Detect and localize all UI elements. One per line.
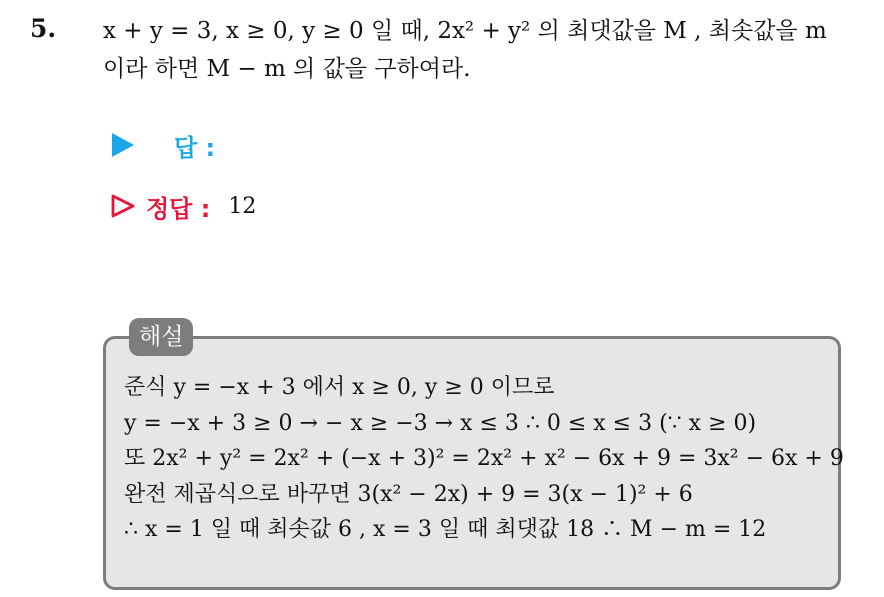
correct-answer-value: 12: [228, 193, 257, 219]
explanation-tag: 해설: [129, 318, 193, 356]
correct-answer-row: [110, 190, 256, 222]
explanation-line: y = −x + 3 ≥ 0 → − x ≥ −3 → x ≤ 3 ∴ 0 ≤ x ≤ 3 (∵ x ≥ 0): [124, 410, 757, 436]
problem-text-line-1: x + y = 3, x ≥ 0, y ≥ 0 일 때, 2x² + y² 의 최댓값을 M , 최솟값을 m: [103, 18, 827, 44]
explanation-text: [124, 370, 844, 548]
explanation-line: 준식 y = −x + 3 에서 x ≥ 0, y ≥ 0 이므로: [124, 375, 555, 400]
problem-text-line-2: 이라 하면 M − m 의 값을 구하여라.: [103, 56, 471, 82]
triangle-outline-icon: [110, 193, 136, 219]
problem-number: 5.: [30, 14, 57, 43]
explanation-line: ∴ x = 1 일 때 최솟값 6 , x = 3 일 때 최댓값 18 ∴ M − m = 12: [124, 517, 767, 542]
correct-answer-label: 정답 :: [146, 194, 211, 223]
explanation-line: 완전 제곱식으로 바꾸면 3(x² − 2x) + 9 = 3(x − 1)² + 6: [124, 481, 693, 507]
explanation-line: 또 2x² + y² = 2x² + (−x + 3)² = 2x² + x² − 6x + 9 = 3x² − 6x + 9: [124, 446, 844, 471]
answer-label: 답 :: [174, 133, 216, 162]
play-icon: [112, 133, 134, 157]
answer-row: [112, 130, 215, 160]
